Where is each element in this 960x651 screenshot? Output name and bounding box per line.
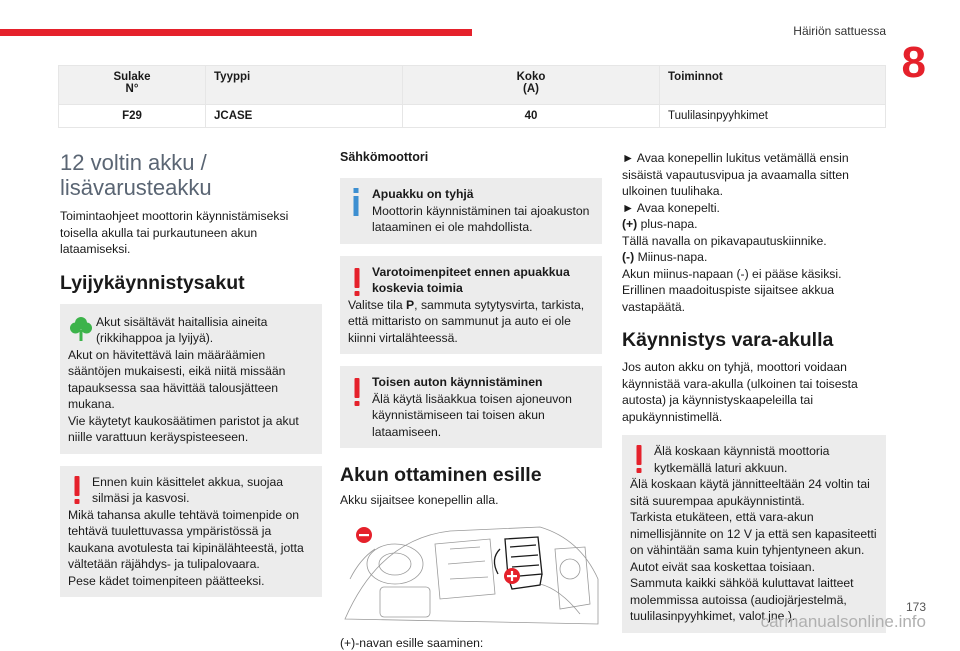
step-list-item — [622, 150, 886, 200]
engine-bay-illustration — [340, 519, 602, 629]
info-box — [340, 178, 602, 244]
running-header: Häiriön sattuessa — [793, 24, 886, 38]
info-title: Apuakku on tyhjä — [348, 186, 594, 203]
step-text: Avaa konepelti. — [634, 201, 720, 215]
right-column — [622, 150, 886, 645]
warning-title-line2: koskevia toimia — [348, 280, 594, 297]
env-note-line2: (rikkihappoa ja lyijyä). — [68, 330, 314, 347]
cell-type: JCASE — [206, 105, 403, 128]
step-list-item — [622, 200, 886, 217]
plus-label: (+) — [622, 217, 637, 231]
chapter-number: 8 — [902, 38, 926, 88]
watermark: carmanualsonline.info — [761, 612, 926, 632]
terminal-minus — [622, 249, 886, 266]
warning-text — [348, 297, 594, 347]
tree-icon — [70, 316, 92, 347]
warning-text: Autot eivät saa koskettaa toisiaan. — [630, 559, 878, 576]
figure-caption: (+)-navan esille saaminen: — [340, 635, 602, 651]
table-row — [59, 105, 886, 128]
env-note-text2: Vie käytetyt kaukosäätimen paristot ja akut niille varattuun keräyspisteeseen. — [68, 413, 314, 446]
heading-electric-motor: Sähkömoottori — [340, 150, 602, 164]
col-header-fuse: Sulake N° — [59, 66, 206, 105]
warning-line1: Älä koskaan käynnistä moottoria — [630, 443, 878, 460]
exclamation-icon — [352, 268, 362, 303]
warning-line2: kytkemällä laturi akkuun. — [630, 460, 878, 477]
cell-function: Tuulilasinpyyhkimet — [660, 105, 886, 128]
heading-jump-start: Käynnistys vara-akulla — [622, 329, 886, 351]
env-note-line1: Akut sisältävät haitallisia aineita — [68, 314, 314, 331]
intro-text: Toimintaohjeet moottorin käynnistämiseksi toisella akulla tai purkautuneen akun lataamiseksi. — [60, 208, 322, 258]
col-header-size: Koko (A) — [403, 66, 660, 105]
warning-text2: Pese kädet toimenpiteen päätteeksi. — [68, 573, 314, 590]
warning-line2: silmäsi ja kasvosi. — [68, 490, 314, 507]
warning-text-bold: P — [406, 298, 414, 312]
info-text: Moottorin käynnistäminen tai ajoakuston lataaminen ei ole mahdollista. — [348, 203, 594, 236]
info-icon — [352, 188, 360, 223]
left-column — [60, 150, 322, 609]
cell-size: 40 — [403, 105, 660, 128]
warning-box — [60, 466, 322, 598]
arrow-icon: ► — [622, 201, 634, 215]
arrow-icon: ► — [622, 151, 634, 165]
environment-note — [60, 304, 322, 454]
exclamation-icon — [634, 445, 644, 480]
exclamation-icon — [72, 476, 82, 511]
warning-box — [340, 256, 602, 355]
heading-battery-access: Akun ottaminen esille — [340, 464, 602, 486]
warning-text: Älä käytä lisäakkua toisen ajoneuvon käynnistämiseen tai toisen akun lataamiseen. — [348, 391, 594, 441]
col-header-type: Tyyppi — [206, 66, 403, 105]
terminal-text: Miinus-napa. — [634, 250, 707, 264]
warning-text: Tarkista etukäteen, että vara-akun nimellisjännite on 12 V ja että sen kapasiteetti on vähintään sama kuin tyhjentyneen akun. — [630, 509, 878, 559]
section-title-line1: 12 voltin akku / — [60, 150, 322, 175]
fuse-table — [58, 65, 886, 128]
middle-column — [340, 150, 602, 651]
env-note-text: Akut on hävitettävä lain määräämien sääntöjen mukaisesti, eikä niitä missään tapauksessa saa hävittää talousjätteen mukana. — [68, 347, 314, 413]
col-header-function: Toiminnot — [660, 66, 886, 105]
chapter-red-bar — [0, 29, 472, 36]
warning-box — [622, 435, 886, 633]
warning-title: Toisen auton käynnistäminen — [348, 374, 594, 391]
jump-start-intro: Jos auton akku on tyhjä, moottori voidaan käynnistää vara-akulla (ulkoinen tai toisesta autosta) ja käynnistyskaapeleilla tai apukäynnistimellä. — [622, 359, 886, 425]
section-title-line2: lisävarusteakku — [60, 175, 322, 200]
exclamation-icon — [352, 378, 362, 413]
warning-line1: Ennen kuin käsittelet akkua, suojaa — [68, 474, 314, 491]
warning-text-a: Valitse tila — [348, 298, 406, 312]
page-number: 173 — [906, 600, 926, 614]
terminal-note: Tällä navalla on pikavapautuskiinnike. — [622, 233, 886, 250]
cell-fuse: F29 — [59, 105, 206, 128]
terminal-plus — [622, 216, 886, 233]
warning-title-line1: Varotoimenpiteet ennen apuakkua — [348, 264, 594, 281]
fuse-table-header-row — [59, 66, 886, 105]
terminal-text: plus-napa. — [637, 217, 697, 231]
minus-label: (-) — [622, 250, 634, 264]
warning-box — [340, 366, 602, 448]
section-title — [60, 150, 322, 200]
warning-text: Älä koskaan käytä jännitteeltään 24 voltin tai sitä suurempaa apukäynnistintä. — [630, 476, 878, 509]
warning-text: Sammuta kaikki sähköä kuluttavat laitteet molemmissa autoissa (audiojärjestelmä, tuulilasinpyyhkimet, valot jne.). — [630, 575, 878, 625]
step-text: Avaa konepellin lukitus vetämällä ensin sisäistä vapautusvipua ja avaamalla sitten ulkoinen tuulihaka. — [622, 151, 849, 198]
battery-location-text: Akku sijaitsee konepellin alla. — [340, 492, 602, 509]
terminal-note: Akun miinus-napaan (-) ei pääse käsiksi. Erillinen maadoituspiste sijaitsee akkua vastapäätä. — [622, 266, 886, 316]
warning-text: Mikä tahansa akulle tehtävä toimenpide on tehtävä tuulettuvassa ympäristössä ja kaukana avotulesta tai kipinälähteestä, jotta vältetään räjähdys- ja tulipalovaara. — [68, 507, 314, 573]
heading-lead-acid: Lyijykäynnistysakut — [60, 272, 322, 294]
warning-text-b: , sammuta sytytysvirta, tarkista, että mittaristo on sammunut ja auto ei ole kiinni virtalähteessä. — [348, 298, 584, 345]
